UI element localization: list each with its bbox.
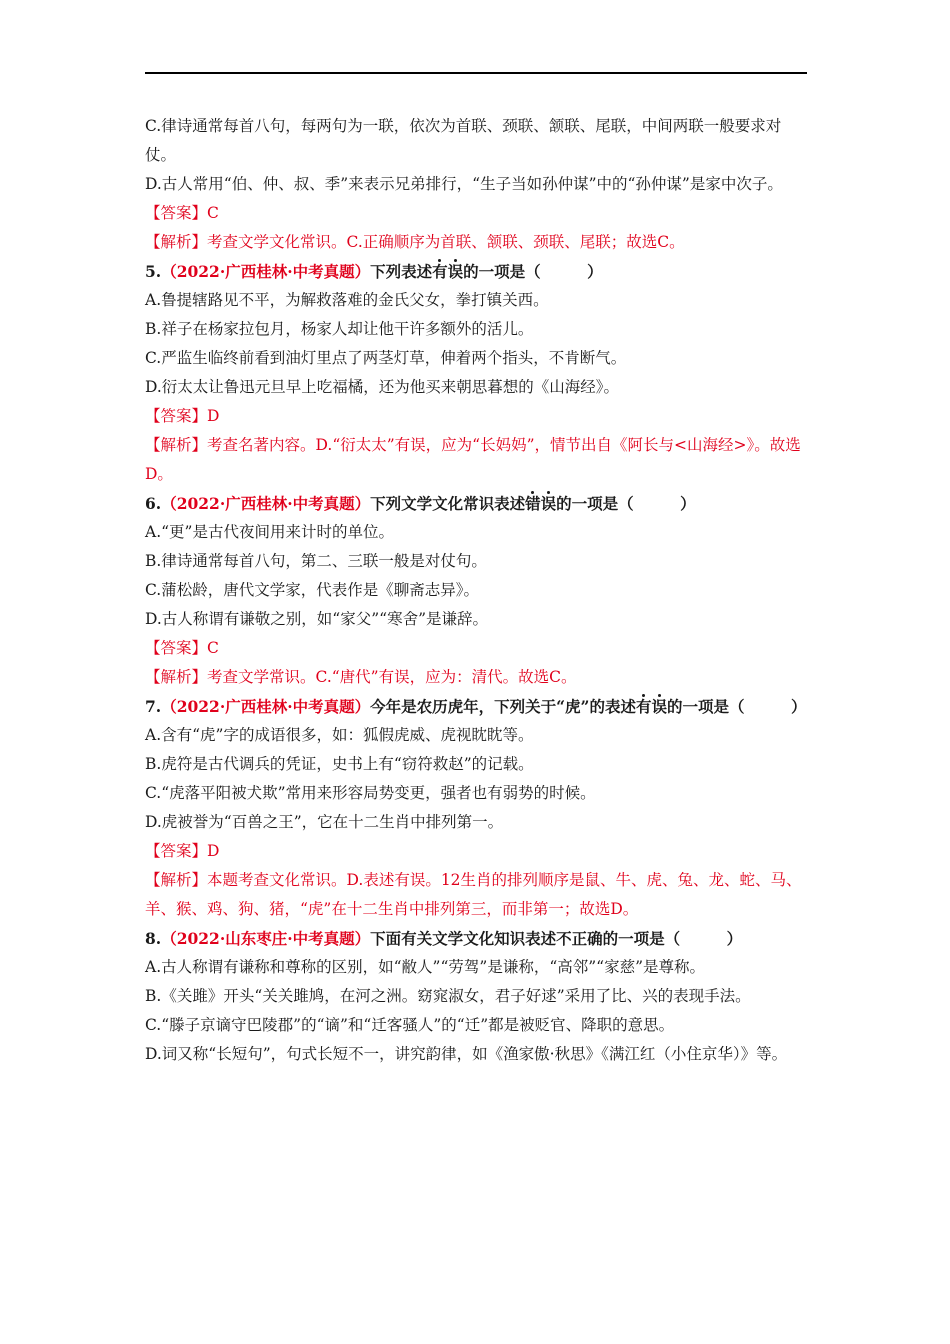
answer-line [145,199,807,228]
question-8 [145,924,807,1069]
answer-label: 【答案】 [145,407,208,425]
answer-value: D [207,407,220,425]
answer-value: C [207,204,219,222]
option-c: C.“虎落平阳被犬欺”常用来形容局势变更，强者也有弱势的时候。 [145,784,596,802]
question-number: 8. [145,929,162,948]
option-d: D.衍太太让鲁迅元旦早上吃福橘，还为他买来朝思暮想的《山海经》。 [145,378,620,396]
option-c: C.“滕子京谪守巴陵郡”的“谪”和“迁客骚人”的“迁”都是被贬官、降职的意思。 [145,1016,675,1034]
stem-text: 的一项是（ ） [463,262,603,281]
answer-label: 【答案】 [145,204,208,222]
option-c: C.严监生临终前看到油灯里点了两茎灯草，伸着两个指头，不肯断气。 [145,349,627,367]
option-b: B.《关雎》开头“关关雎鸠，在河之洲。窈窕淑女，君子好逑”采用了比、兴的表现手法。 [145,987,751,1005]
question-number: 5. [145,262,162,281]
question-6 [145,489,807,692]
answer-line [145,837,807,866]
answer-value: D [207,842,220,860]
explanation-text: 考查名著内容。D.“衍太太”有误，应为“长妈妈”，情节出自《阿长与<山海经>》。故选D。 [145,436,801,483]
option-c: C.蒲松龄，唐代文学家，代表作是《聊斋志异》。 [145,581,479,599]
explanation-line [145,663,807,692]
question-stem [145,924,807,953]
emphasis-char: 错 [525,494,541,513]
option-a: A.古人称谓有谦称和尊称的区别，如“敝人”“劳驾”是谦称，“高邻”“家慈”是尊称。 [145,958,706,976]
question-source: （2022·广西桂林·中考真题） [161,262,371,281]
question-source: （2022·广西桂林·中考真题） [161,697,371,716]
option-b: B.虎符是古代调兵的凭证，史书上有“窃符救赵”的记载。 [145,755,534,773]
option-d: D.虎被誉为“百兽之王”，它在十二生肖中排列第一。 [145,813,504,831]
answer-label: 【答案】 [145,842,208,860]
document-body [145,112,807,1069]
option-a: A.“更”是古代夜间用来计时的单位。 [145,523,394,541]
explanation-text: 考查文学常识。C.“唐代”有误，应为：清代。故选C。 [207,668,577,686]
explanation-line [145,866,807,924]
question-stem [145,692,807,721]
option-d: D.古人常用“伯、仲、叔、季”来表示兄弟排行，“生子当如孙仲谋”中的“孙仲谋”是家中次子。 [145,175,783,193]
question-source: （2022·广西桂林·中考真题） [161,494,371,513]
question-number: 6. [145,494,162,513]
question-stem [145,489,807,518]
option-a: A.鲁提辖路见不平，为解救落难的金氏父女，拳打镇关西。 [145,291,549,309]
emphasis-char: 误 [651,697,667,716]
emphasis-char: 有 [432,262,448,281]
answer-label: 【答案】 [145,639,208,657]
option-d: D.古人称谓有谦敬之别，如“家父”“寒舍”是谦辞。 [145,610,488,628]
option-a: A.含有“虎”字的成语很多，如：狐假虎威、虎视眈眈等。 [145,726,534,744]
question-number: 7. [145,697,162,716]
emphasis-char: 误 [447,262,464,281]
explanation-label: 【解析】 [145,233,208,251]
answer-line [145,402,807,431]
stem-text: 今年是农历虎年，下列关于“虎”的表述 [370,697,636,716]
explanation-line [145,228,807,257]
question-stem [145,257,807,286]
stem-text: 下面有关文学文化知识表述不正确的一项是（ ） [370,929,743,948]
answer-value: C [207,639,219,657]
stem-text: 下列表述 [370,262,433,281]
stem-text: 下列文学文化常识表述 [370,494,526,513]
option-b: B.祥子在杨家拉包月，杨家人却让他干许多额外的活儿。 [145,320,534,338]
question-source: （2022·山东枣庄·中考真题） [161,929,371,948]
prev-question-tail [145,112,807,257]
answer-line [145,634,807,663]
question-7 [145,692,807,924]
option-d: D.词又称“长短句”，句式长短不一，讲究韵律，如《渔家傲·秋思》《满江红（小住京华）》等。 [145,1045,788,1063]
header-rule [145,72,807,74]
explanation-line [145,431,807,489]
stem-text: 的一项是（ ） [556,494,696,513]
option-b: B.律诗通常每首八句，第二、三联一般是对仗句。 [145,552,487,570]
emphasis-char: 误 [540,494,557,513]
question-5 [145,257,807,489]
option-c: C.律诗通常每首八句，每两句为一联，依次为首联、颈联、颔联、尾联，中间两联一般要求对仗。 [145,117,782,164]
explanation-text: 考查文学文化常识。C.正确顺序为首联、颔联、颈联、尾联；故选C。 [207,233,685,251]
explanation-label: 【解析】 [145,871,208,889]
stem-text: 的一项是（ ） [667,697,807,716]
explanation-label: 【解析】 [145,436,208,454]
explanation-text: 本题考查文化常识。D.表述有误。12生肖的排列顺序是鼠、牛、虎、兔、龙、蛇、马、羊、猴、鸡、狗、猪，“虎”在十二生肖中排列第三，而非第一；故选D。 [145,871,802,918]
explanation-label: 【解析】 [145,668,208,686]
emphasis-char: 有 [635,697,652,716]
